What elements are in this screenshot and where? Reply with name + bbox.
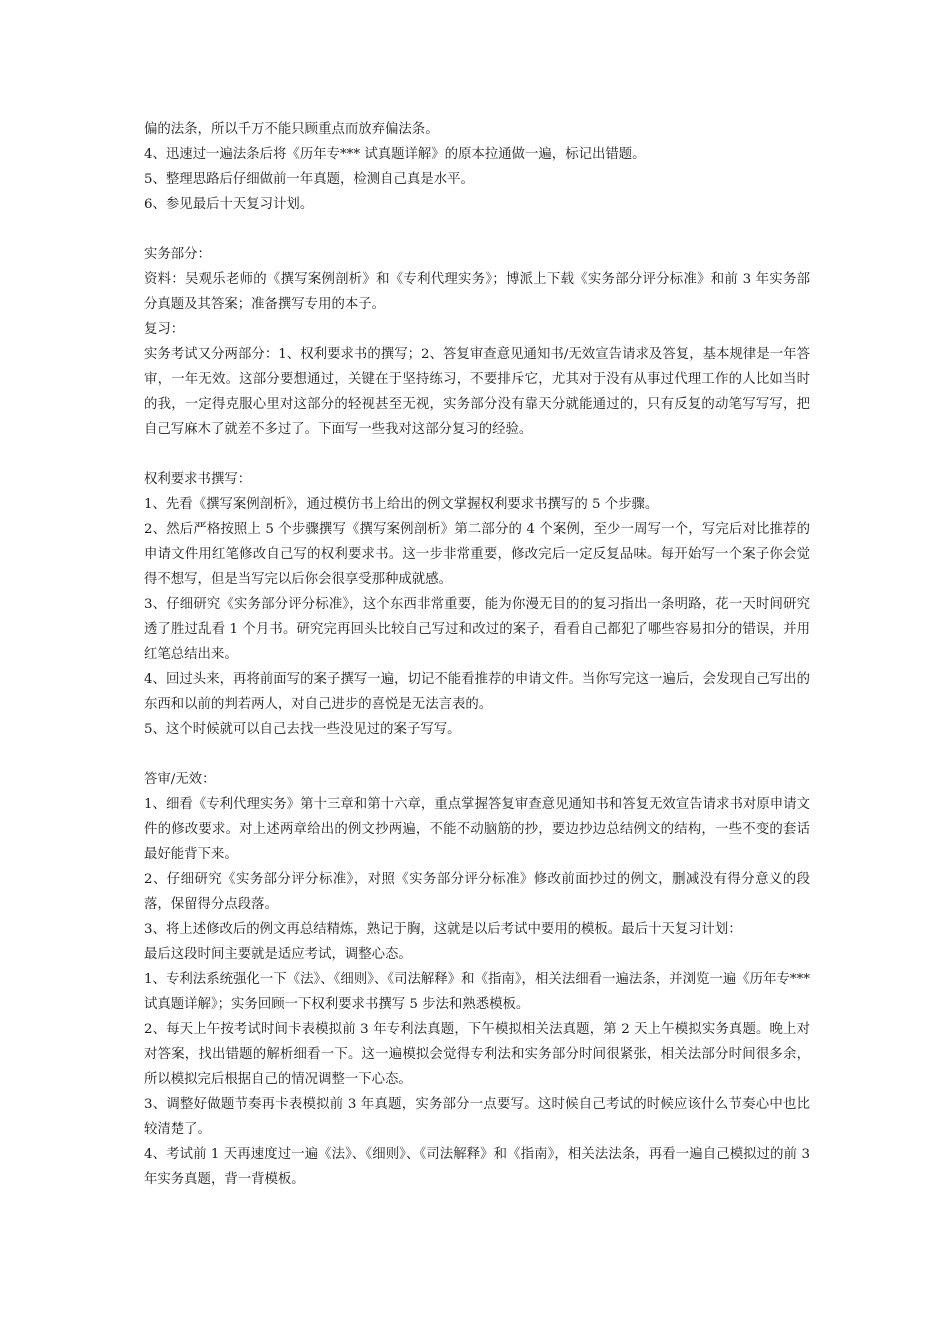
claims-item: 1、先看《撰写案例剖析》，通过模仿书上给出的例文掌握权利要求书撰写的 5 个步骤。 bbox=[144, 497, 659, 512]
claims-item: 2、然后严格按照上 5 个步骤撰写《撰写案例剖析》第二部分的 4 个案例，至少一周写一个，写完后对比推荐的申请文件用红笔修改自己写的权利要求书。这一步非常重要，修改完后一定反复品味。每开始写一个案子你会觉得不想写，但是当写完以后你会很享受那种成就感。 bbox=[144, 522, 810, 587]
practice-review-heading: 复习： bbox=[144, 322, 185, 337]
practice-materials: 资料：吴观乐老师的《撰写案例剖析》和《专利代理实务》；博派上下载《实务部分评分标准》和前 3 年实务部分真题及其答案；准备撰写专用的本子。 bbox=[144, 272, 810, 312]
response-section bbox=[144, 767, 810, 1192]
response-heading: 答审/无效： bbox=[144, 772, 216, 787]
intro-line: 6、参见最后十天复习计划。 bbox=[144, 197, 314, 212]
claims-section bbox=[144, 467, 810, 742]
practice-section bbox=[144, 242, 810, 442]
response-item: 1、专利法系统强化一下《法》、《细则》、《司法解释》和《指南》，相关法细看一遍法条，并浏览一遍《历年专*** 试真题详解》；实务回顾一下权利要求书撰写 5 步法和熟悉模板。 bbox=[144, 972, 810, 1012]
claims-item: 4、回过头来，再将前面写的案子撰写一遍，切记不能看推荐的申请文件。当你写完这一遍后，会发现自己写出的东西和以前的判若两人，对自己进步的喜悦是无法言表的。 bbox=[144, 672, 810, 712]
intro-line: 4、迅速过一遍法条后将《历年专*** 试真题详解》的原本拉通做一遍，标记出错题。 bbox=[144, 147, 646, 162]
response-item: 3、将上述修改后的例文再总结精炼，熟记于胸，这就是以后考试中要用的模板。最后十天复习计划： bbox=[144, 922, 742, 937]
response-item: 2、每天上午按考试时间卡表模拟前 3 年专利法真题，下午模拟相关法真题，第 2 天上午模拟实务真题。晚上对对答案，找出错题的解析细看一下。这一遍模拟会觉得专利法和实务部分时间很紧张，相关法部分时间很多余，所以模拟完后根据自己的情况调整一下心态。 bbox=[144, 1022, 810, 1087]
practice-heading: 实务部分： bbox=[144, 247, 211, 262]
claims-item: 3、仔细研究《实务部分评分标准》，这个东西非常重要，能为你漫无目的的复习指出一条明路，花一天时间研究透了胜过乱看 1 个月书。研究完再回头比较自己写过和改过的案子，看看自己都犯了哪些容易扣分的错误，并用红笔总结出来。 bbox=[144, 597, 810, 662]
intro-line: 偏的法条，所以千万不能只顾重点而放弃偏法条。 bbox=[144, 122, 439, 137]
response-item: 4、考试前 1 天再速度过一遍《法》、《细则》、《司法解释》和《指南》，相关法法条，再看一遍自己模拟过的前 3 年实务真题，背一背模板。 bbox=[144, 1147, 810, 1187]
claims-item: 5、这个时候就可以自己去找一些没见过的案子写写。 bbox=[144, 722, 461, 737]
response-item: 2、仔细研究《实务部分评分标准》，对照《实务部分评分标准》修改前面抄过的例文，删减没有得分意义的段落，保留得分点段落。 bbox=[144, 872, 810, 912]
document-body bbox=[144, 117, 810, 1192]
intro-line: 5、整理思路后仔细做前一年真题，检测自己真是水平。 bbox=[144, 172, 474, 187]
response-item: 1、细看《专利代理实务》第十三章和第十六章，重点掌握答复审查意见通知书和答复无效宣告请求书对原申请文件的修改要求。对上述两章给出的例文抄两遍，不能不动脑筋的抄，要边抄边总结例文的结构，一些不变的套话最好能背下来。 bbox=[144, 797, 810, 862]
response-item: 3、调整好做题节奏再卡表模拟前 3 年真题，实务部分一点要写。这时候自己考试的时候应该什么节奏心中也比较清楚了。 bbox=[144, 1097, 810, 1137]
practice-review-text: 实务考试又分两部分：1、权利要求书的撰写；2、答复审查意见通知书/无效宣告请求及答复，基本规律是一年答审，一年无效。这部分要想通过，关键在于坚持练习，不要排斥它，尤其对于没有从事过代理工作的人比如当时的我，一定得克服心里对这部分的轻视甚至无视，实务部分没有靠天分就能通过的，只有反复的动笔写写写，把自己写麻木了就差不多过了。下面写一些我对这部分复习的经验。 bbox=[144, 347, 810, 437]
response-item: 最后这段时间主要就是适应考试，调整心态。 bbox=[144, 947, 412, 962]
intro-section bbox=[144, 117, 810, 217]
claims-heading: 权利要求书撰写： bbox=[144, 472, 252, 487]
